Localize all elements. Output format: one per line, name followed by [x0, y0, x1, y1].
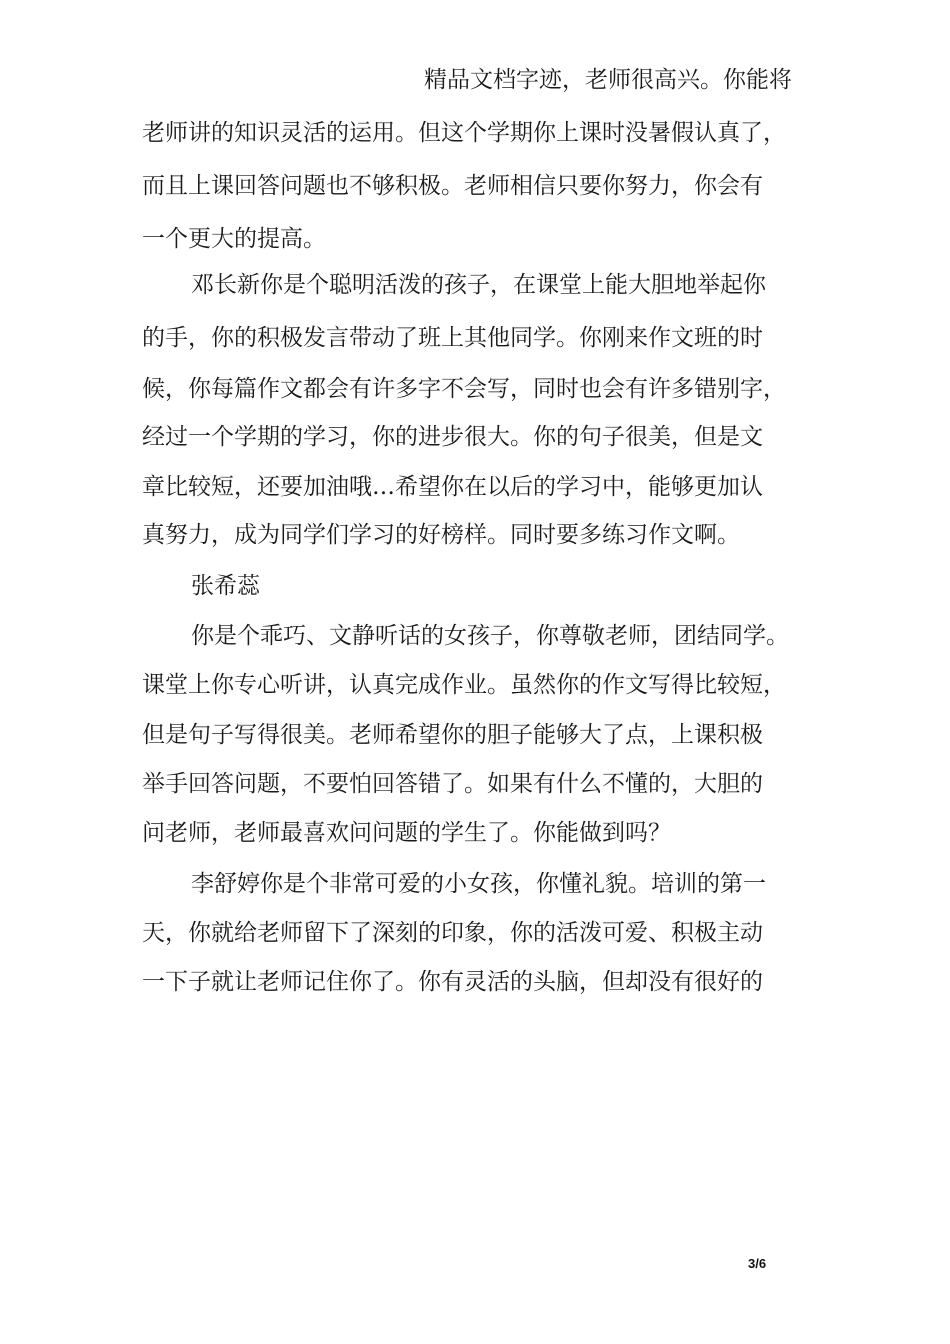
text-line: 问老师，老师最喜欢问问题的学生了。你能做到吗？ [142, 820, 671, 846]
text-line: 课堂上你专心听讲，认真完成作业。虽然你的作文写得比较短， [142, 672, 786, 698]
text-line: 章比较短，还要加油哦…希望你在以后的学习中，能够更加认 [142, 474, 763, 500]
text-line: 邓长新你是个聪明活泼的孩子，在课堂上能大胆地举起你 [191, 272, 766, 298]
text-line: 但是句子写得很美。老师希望你的胆子能够大了点，上课积极 [142, 722, 763, 748]
text-line: 一个更大的提高。 [142, 226, 326, 252]
page-number: 3/6 [748, 1256, 767, 1271]
text-line: 举手回答问题，不要怕回答错了。如果有什么不懂的，大胆的 [142, 771, 763, 797]
text-line: 真努力，成为同学们学习的好榜样。同时要多练习作文啊。 [142, 522, 740, 548]
text-line: 一下子就让老师记住你了。你有灵活的头脑，但却没有很好的 [142, 969, 763, 995]
text-line: 而且上课回答问题也不够积极。老师相信只要你努力，你会有 [142, 173, 763, 199]
text-line: 经过一个学期的学习，你的进步很大。你的句子很美，但是文 [142, 424, 763, 450]
text-line: 天，你就给老师留下了深刻的印象，你的活泼可爱、积极主动 [142, 920, 763, 946]
text-line: 的手，你的积极发言带动了班上其他同学。你刚来作文班的时 [142, 325, 763, 351]
text-line: 李舒婷你是个非常可爱的小女孩，你懂礼貌。培训的第一 [191, 871, 766, 897]
text-line: 精品文档字迹，老师很高兴。你能将 [424, 67, 792, 93]
text-line: 你是个乖巧、文静听话的女孩子，你尊敬老师，团结同学。 [191, 623, 789, 649]
text-line: 候，你每篇作文都会有许多字不会写，同时也会有许多错别字， [142, 376, 786, 402]
text-line: 老师讲的知识灵活的运用。但这个学期你上课时没暑假认真了， [142, 120, 786, 146]
section-name: 张希蕊 [191, 573, 260, 599]
